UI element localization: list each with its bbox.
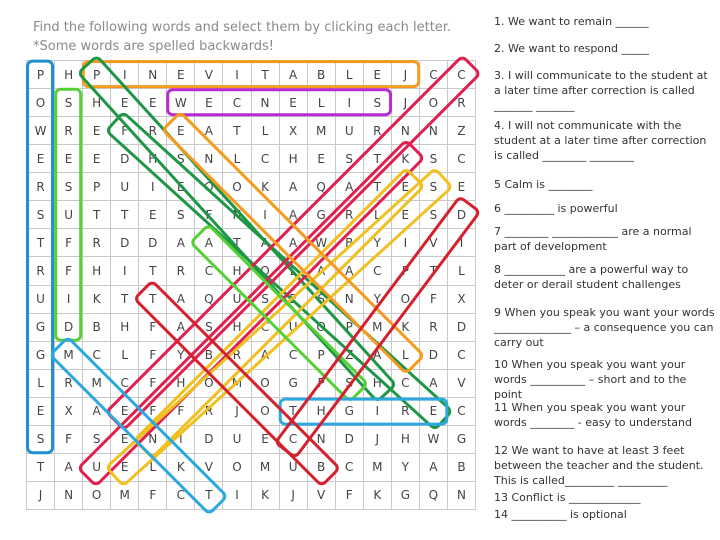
letter-cell[interactable]: F bbox=[335, 481, 363, 509]
letter-cell[interactable]: K bbox=[391, 313, 419, 341]
letter-cell[interactable]: U bbox=[279, 313, 307, 341]
letter-cell[interactable]: H bbox=[391, 425, 419, 453]
grid-row bbox=[27, 61, 476, 89]
letter-cell[interactable]: P bbox=[83, 61, 111, 89]
letter-cell[interactable]: V bbox=[447, 369, 475, 397]
letter-cell[interactable]: E bbox=[391, 201, 419, 229]
clue-8: 8 ___________ are a powerful way to deter or derail student challenges bbox=[494, 263, 689, 291]
letter-cell[interactable]: H bbox=[139, 145, 167, 173]
letter-cell[interactable]: O bbox=[223, 453, 251, 481]
letter-cell[interactable]: Z bbox=[447, 117, 475, 145]
letter-cell[interactable]: A bbox=[307, 257, 335, 285]
letter-cell[interactable]: T bbox=[223, 117, 251, 145]
grid-row bbox=[27, 369, 476, 397]
letter-cell[interactable]: J bbox=[279, 481, 307, 509]
letter-cell[interactable]: Q bbox=[419, 481, 447, 509]
letter-cell[interactable]: U bbox=[279, 453, 307, 481]
letter-cell[interactable]: E bbox=[167, 61, 195, 89]
letter-cell[interactable]: H bbox=[223, 313, 251, 341]
letter-cell[interactable]: C bbox=[447, 61, 475, 89]
letter-cell[interactable]: E bbox=[139, 201, 167, 229]
clue-6: 6 _________ is powerful bbox=[494, 202, 618, 215]
letter-cell[interactable]: A bbox=[279, 201, 307, 229]
letter-cell[interactable]: R bbox=[335, 201, 363, 229]
letter-cell[interactable]: J bbox=[27, 481, 55, 509]
letter-cell[interactable]: T bbox=[139, 285, 167, 313]
letter-cell[interactable]: O bbox=[195, 173, 223, 201]
letter-cell[interactable]: W bbox=[419, 425, 447, 453]
clue-12: 12 We want to have at least 3 feet between the teacher and the student. This is called_________ _________ bbox=[494, 444, 704, 487]
letter-cell[interactable]: I bbox=[111, 61, 139, 89]
letter-cell[interactable]: I bbox=[363, 397, 391, 425]
letter-cell[interactable]: E bbox=[279, 285, 307, 313]
letter-cell[interactable]: L bbox=[111, 341, 139, 369]
letter-cell[interactable]: Y bbox=[363, 229, 391, 257]
clue-13: 13 Conflict is _____________ bbox=[494, 491, 641, 504]
letter-cell[interactable]: U bbox=[27, 285, 55, 313]
letter-cell[interactable]: S bbox=[27, 425, 55, 453]
letter-cell[interactable]: G bbox=[27, 313, 55, 341]
letter-cell[interactable]: O bbox=[419, 89, 447, 117]
letter-cell[interactable]: E bbox=[111, 89, 139, 117]
letter-cell[interactable]: D bbox=[335, 425, 363, 453]
letter-cell[interactable]: T bbox=[419, 257, 447, 285]
letter-cell[interactable]: R bbox=[27, 257, 55, 285]
letter-cell[interactable]: P bbox=[335, 313, 363, 341]
letter-cell[interactable]: E bbox=[111, 453, 139, 481]
letter-cell[interactable]: F bbox=[55, 257, 83, 285]
letter-cell[interactable]: E bbox=[55, 145, 83, 173]
letter-cell[interactable]: K bbox=[167, 453, 195, 481]
letter-cell[interactable]: S bbox=[335, 369, 363, 397]
letter-cell[interactable]: I bbox=[335, 89, 363, 117]
letter-cell[interactable]: N bbox=[447, 481, 475, 509]
letter-cell[interactable]: X bbox=[447, 285, 475, 313]
letter-cell[interactable]: G bbox=[27, 341, 55, 369]
letter-cell[interactable]: K bbox=[363, 481, 391, 509]
letter-cell[interactable]: N bbox=[139, 61, 167, 89]
letter-cell[interactable]: B bbox=[195, 341, 223, 369]
letter-cell[interactable]: S bbox=[307, 285, 335, 313]
letter-cell[interactable]: T bbox=[27, 229, 55, 257]
letter-cell[interactable]: R bbox=[223, 341, 251, 369]
grid-row bbox=[27, 341, 476, 369]
letter-cell[interactable]: U bbox=[55, 201, 83, 229]
letter-cell[interactable]: M bbox=[83, 369, 111, 397]
letter-cell[interactable]: C bbox=[279, 425, 307, 453]
letter-cell[interactable]: X bbox=[55, 397, 83, 425]
letter-cell[interactable]: W bbox=[307, 229, 335, 257]
letter-cell[interactable]: F bbox=[55, 425, 83, 453]
letter-cell[interactable]: C bbox=[335, 453, 363, 481]
letter-cell[interactable]: A bbox=[363, 341, 391, 369]
instructions bbox=[33, 18, 473, 56]
clue-14: 14 __________ is optional bbox=[494, 508, 627, 521]
letter-cell[interactable]: E bbox=[447, 173, 475, 201]
letter-cell[interactable]: H bbox=[55, 61, 83, 89]
letter-cell[interactable]: L bbox=[335, 61, 363, 89]
letter-cell[interactable]: D bbox=[111, 229, 139, 257]
letter-cell[interactable]: A bbox=[419, 369, 447, 397]
letter-cell[interactable]: F bbox=[139, 397, 167, 425]
letter-cell[interactable]: T bbox=[279, 397, 307, 425]
letter-cell[interactable]: M bbox=[251, 453, 279, 481]
letter-cell[interactable]: H bbox=[223, 257, 251, 285]
letter-cell[interactable]: E bbox=[279, 89, 307, 117]
letter-cell[interactable]: A bbox=[335, 173, 363, 201]
letter-cell[interactable]: L bbox=[27, 369, 55, 397]
letter-cell[interactable]: E bbox=[419, 397, 447, 425]
letter-cell[interactable]: C bbox=[83, 341, 111, 369]
letter-cell[interactable]: S bbox=[335, 145, 363, 173]
letter-cell[interactable]: Y bbox=[167, 341, 195, 369]
letter-cell[interactable]: C bbox=[251, 145, 279, 173]
letter-cell[interactable]: E bbox=[139, 89, 167, 117]
letter-cell[interactable]: S bbox=[27, 201, 55, 229]
letter-cell[interactable]: M bbox=[111, 481, 139, 509]
grid-row bbox=[27, 173, 476, 201]
letter-cell[interactable]: I bbox=[251, 201, 279, 229]
letter-cell[interactable]: R bbox=[55, 117, 83, 145]
letter-cell[interactable]: T bbox=[111, 285, 139, 313]
letter-cell[interactable]: M bbox=[363, 313, 391, 341]
grid-row bbox=[27, 397, 476, 425]
letter-cell[interactable]: B bbox=[335, 229, 363, 257]
letter-cell[interactable]: C bbox=[447, 397, 475, 425]
letter-cell[interactable]: F bbox=[111, 117, 139, 145]
letter-cell[interactable]: B bbox=[447, 453, 475, 481]
letter-cell[interactable]: Q bbox=[307, 173, 335, 201]
letter-cell[interactable]: W bbox=[27, 117, 55, 145]
letter-cell[interactable]: A bbox=[167, 285, 195, 313]
letter-cell[interactable]: K bbox=[391, 145, 419, 173]
letter-cell[interactable]: R bbox=[447, 89, 475, 117]
letter-cell[interactable]: D bbox=[447, 313, 475, 341]
letter-cell[interactable]: C bbox=[363, 257, 391, 285]
letter-cell[interactable]: R bbox=[195, 397, 223, 425]
letter-cell[interactable]: N bbox=[419, 117, 447, 145]
letter-cell[interactable]: R bbox=[391, 397, 419, 425]
letter-cell[interactable]: J bbox=[363, 425, 391, 453]
clue-11: 11 When you speak you want your words ________ - easy to understand bbox=[494, 401, 692, 429]
letter-cell[interactable]: T bbox=[223, 229, 251, 257]
letter-cell[interactable]: O bbox=[391, 285, 419, 313]
letter-cell[interactable]: S bbox=[363, 89, 391, 117]
letter-cell[interactable]: H bbox=[167, 369, 195, 397]
letter-cell[interactable]: A bbox=[195, 117, 223, 145]
letter-cell[interactable]: P bbox=[307, 369, 335, 397]
letter-cell[interactable]: J bbox=[391, 61, 419, 89]
letter-cell[interactable]: W bbox=[167, 89, 195, 117]
letter-cell[interactable]: D bbox=[111, 145, 139, 173]
letter-cell[interactable]: F bbox=[139, 481, 167, 509]
letter-cell[interactable]: E bbox=[363, 61, 391, 89]
letter-cell[interactable]: S bbox=[167, 201, 195, 229]
clue-7: 7 ________ ____________ are a normal part of development bbox=[494, 225, 692, 253]
letter-cell[interactable]: A bbox=[167, 313, 195, 341]
grid-row bbox=[27, 117, 476, 145]
letter-cell[interactable]: H bbox=[279, 145, 307, 173]
letter-cell[interactable]: N bbox=[223, 201, 251, 229]
letter-cell[interactable]: H bbox=[307, 397, 335, 425]
letter-cell[interactable]: N bbox=[307, 425, 335, 453]
letter-cell[interactable]: L bbox=[279, 257, 307, 285]
letter-cell[interactable]: I bbox=[223, 61, 251, 89]
letter-cell[interactable]: D bbox=[447, 201, 475, 229]
grid-row bbox=[27, 425, 476, 453]
letter-cell[interactable]: H bbox=[83, 257, 111, 285]
letter-cell[interactable]: I bbox=[391, 229, 419, 257]
letter-cell[interactable]: N bbox=[195, 145, 223, 173]
letter-cell[interactable]: L bbox=[363, 201, 391, 229]
letter-cell[interactable]: E bbox=[167, 173, 195, 201]
letter-cell[interactable]: S bbox=[83, 425, 111, 453]
letter-cell[interactable]: S bbox=[251, 285, 279, 313]
letter-cell[interactable]: E bbox=[27, 145, 55, 173]
letter-cell[interactable]: C bbox=[111, 369, 139, 397]
letter-cell[interactable]: U bbox=[223, 425, 251, 453]
letter-cell[interactable]: O bbox=[195, 369, 223, 397]
letter-cell[interactable]: S bbox=[419, 145, 447, 173]
letter-cell[interactable]: E bbox=[111, 425, 139, 453]
letter-cell[interactable]: I bbox=[167, 425, 195, 453]
letter-cell[interactable]: D bbox=[139, 229, 167, 257]
letter-cell[interactable]: C bbox=[167, 481, 195, 509]
letter-cell[interactable]: I bbox=[55, 285, 83, 313]
letter-cell[interactable]: T bbox=[363, 173, 391, 201]
letter-cell[interactable]: M bbox=[223, 369, 251, 397]
clue-3: 3. I will communicate to the student at a later time after correction is called _______ _______ bbox=[494, 69, 708, 112]
letter-cell[interactable]: E bbox=[111, 397, 139, 425]
letter-cell[interactable]: A bbox=[279, 229, 307, 257]
letter-cell[interactable]: G bbox=[391, 481, 419, 509]
letter-cell[interactable]: I bbox=[111, 257, 139, 285]
letter-cell[interactable]: R bbox=[167, 257, 195, 285]
letter-cell[interactable]: S bbox=[419, 201, 447, 229]
letter-cell[interactable]: Z bbox=[335, 341, 363, 369]
grid-row bbox=[27, 201, 476, 229]
grid-row bbox=[27, 89, 476, 117]
letter-cell[interactable]: T bbox=[251, 61, 279, 89]
letter-cell[interactable]: R bbox=[55, 369, 83, 397]
letter-cell[interactable]: O bbox=[83, 481, 111, 509]
letter-cell[interactable]: D bbox=[55, 313, 83, 341]
letter-cell[interactable]: N bbox=[55, 481, 83, 509]
letter-cell[interactable]: S bbox=[167, 145, 195, 173]
letter-cell[interactable]: A bbox=[195, 229, 223, 257]
letter-cell[interactable]: A bbox=[83, 397, 111, 425]
letter-cell[interactable]: C bbox=[419, 61, 447, 89]
grid-row bbox=[27, 145, 476, 173]
letter-cell[interactable]: F bbox=[139, 369, 167, 397]
letter-cell[interactable]: M bbox=[55, 341, 83, 369]
letter-cell[interactable]: L bbox=[139, 453, 167, 481]
clue-10: 10 When you speak you want your words __________ – short and to the point bbox=[494, 358, 687, 401]
letter-cell[interactable]: N bbox=[251, 89, 279, 117]
letter-cell[interactable]: F bbox=[419, 285, 447, 313]
letter-cell[interactable]: P bbox=[83, 173, 111, 201]
letter-cell[interactable]: H bbox=[83, 89, 111, 117]
letter-cell[interactable]: C bbox=[447, 341, 475, 369]
letter-cell[interactable]: S bbox=[55, 89, 83, 117]
letter-cell[interactable]: L bbox=[391, 341, 419, 369]
letter-cell[interactable]: X bbox=[279, 117, 307, 145]
letter-cell[interactable]: U bbox=[223, 285, 251, 313]
letter-cell[interactable]: T bbox=[363, 145, 391, 173]
letter-cell[interactable]: A bbox=[55, 453, 83, 481]
letter-cell[interactable]: E bbox=[27, 397, 55, 425]
letter-cell[interactable]: U bbox=[335, 117, 363, 145]
letter-cell[interactable]: A bbox=[279, 173, 307, 201]
letter-cell[interactable]: A bbox=[251, 229, 279, 257]
letter-cell[interactable]: O bbox=[251, 257, 279, 285]
letter-cell[interactable]: G bbox=[307, 201, 335, 229]
letter-cell[interactable]: O bbox=[251, 397, 279, 425]
letter-cell[interactable]: G bbox=[279, 369, 307, 397]
letter-cell[interactable]: T bbox=[83, 201, 111, 229]
instructions-line-1: Find the following words and select them by clicking each letter. bbox=[33, 20, 452, 35]
letter-cell[interactable]: Q bbox=[195, 285, 223, 313]
clue-4: 4. I will not communicate with the student at a later time after correction is called ________ ________ bbox=[494, 119, 707, 162]
letter-cell[interactable]: L bbox=[307, 89, 335, 117]
letter-cell[interactable]: E bbox=[195, 89, 223, 117]
letter-cell[interactable]: V bbox=[307, 481, 335, 509]
grid-row bbox=[27, 313, 476, 341]
letter-cell[interactable]: G bbox=[335, 397, 363, 425]
letter-cell[interactable]: P bbox=[391, 257, 419, 285]
letter-cell[interactable]: T bbox=[111, 201, 139, 229]
letter-cell[interactable]: F bbox=[55, 229, 83, 257]
letter-cell[interactable]: V bbox=[195, 453, 223, 481]
letter-cell[interactable]: E bbox=[167, 117, 195, 145]
letter-cell[interactable]: V bbox=[419, 229, 447, 257]
letter-cell[interactable]: A bbox=[251, 341, 279, 369]
letter-cell[interactable]: V bbox=[195, 61, 223, 89]
letter-cell[interactable]: O bbox=[223, 173, 251, 201]
letter-cell[interactable]: R bbox=[363, 117, 391, 145]
letter-cell[interactable]: Y bbox=[391, 453, 419, 481]
letter-cell[interactable]: A bbox=[279, 61, 307, 89]
letter-cell[interactable]: F bbox=[195, 201, 223, 229]
letter-cell[interactable]: B bbox=[307, 453, 335, 481]
letter-cell[interactable]: E bbox=[251, 425, 279, 453]
letter-cell[interactable]: A bbox=[335, 257, 363, 285]
letter-cell[interactable]: Y bbox=[363, 285, 391, 313]
letter-cell[interactable]: R bbox=[419, 313, 447, 341]
letter-cell[interactable]: P bbox=[27, 61, 55, 89]
letter-cell[interactable]: S bbox=[195, 313, 223, 341]
letter-cell[interactable]: A bbox=[167, 229, 195, 257]
letter-cell[interactable]: D bbox=[419, 341, 447, 369]
letter-cell[interactable]: T bbox=[195, 481, 223, 509]
letter-cell[interactable]: G bbox=[447, 425, 475, 453]
letter-cell[interactable]: J bbox=[391, 89, 419, 117]
letter-cell[interactable]: E bbox=[391, 173, 419, 201]
letter-cell[interactable]: R bbox=[27, 173, 55, 201]
letter-cell[interactable]: N bbox=[335, 285, 363, 313]
word-search-grid bbox=[26, 60, 476, 510]
letter-cell[interactable]: M bbox=[363, 453, 391, 481]
grid-row bbox=[27, 453, 476, 481]
clue-2: 2. We want to respond _____ bbox=[494, 42, 649, 55]
letter-cell[interactable]: O bbox=[307, 313, 335, 341]
letter-cell[interactable]: K bbox=[83, 285, 111, 313]
clue-9: 9 When you speak you want your words ______________ – a consequence you can carry out bbox=[494, 306, 715, 349]
letter-cell[interactable]: N bbox=[391, 117, 419, 145]
letter-cell[interactable]: B bbox=[307, 61, 335, 89]
letter-cell[interactable]: K bbox=[251, 481, 279, 509]
letter-cell[interactable]: L bbox=[223, 145, 251, 173]
letter-cell[interactable]: I bbox=[447, 229, 475, 257]
letter-cell[interactable]: N bbox=[139, 425, 167, 453]
clue-5: 5 Calm is ________ bbox=[494, 178, 593, 191]
letter-cell[interactable]: T bbox=[27, 453, 55, 481]
letter-cell[interactable]: A bbox=[419, 453, 447, 481]
letter-cell[interactable]: B bbox=[83, 313, 111, 341]
letter-cell[interactable]: E bbox=[83, 145, 111, 173]
grid-row bbox=[27, 481, 476, 509]
letter-cell[interactable]: S bbox=[419, 173, 447, 201]
letter-cell[interactable]: S bbox=[55, 173, 83, 201]
letter-cell[interactable]: C bbox=[223, 89, 251, 117]
letter-cell[interactable]: T bbox=[139, 257, 167, 285]
letter-cell[interactable]: P bbox=[307, 341, 335, 369]
grid-row bbox=[27, 285, 476, 313]
letter-cell[interactable]: C bbox=[279, 341, 307, 369]
letter-cell[interactable]: U bbox=[83, 453, 111, 481]
letter-cell[interactable]: H bbox=[363, 369, 391, 397]
letter-cell[interactable]: C bbox=[251, 313, 279, 341]
letter-cell[interactable]: L bbox=[251, 117, 279, 145]
letter-cell[interactable]: C bbox=[195, 257, 223, 285]
letter-cell[interactable]: E bbox=[83, 117, 111, 145]
letter-cell[interactable]: H bbox=[111, 313, 139, 341]
letter-cell[interactable]: E bbox=[307, 145, 335, 173]
letter-cell[interactable]: O bbox=[27, 89, 55, 117]
letter-cell[interactable]: J bbox=[223, 397, 251, 425]
letter-cell[interactable]: O bbox=[251, 369, 279, 397]
letter-cell[interactable]: U bbox=[111, 173, 139, 201]
letter-cell[interactable]: M bbox=[307, 117, 335, 145]
letter-cell[interactable]: R bbox=[139, 117, 167, 145]
letter-cell[interactable]: R bbox=[83, 229, 111, 257]
letter-cell[interactable]: I bbox=[139, 173, 167, 201]
letter-cell[interactable]: L bbox=[447, 257, 475, 285]
letter-cell[interactable]: F bbox=[167, 397, 195, 425]
clue-1: 1. We want to remain ______ bbox=[494, 15, 649, 28]
letter-cell[interactable]: C bbox=[447, 145, 475, 173]
instructions-line-2: *Some words are spelled backwards! bbox=[33, 39, 274, 54]
letter-cell[interactable]: C bbox=[391, 369, 419, 397]
letter-cell[interactable]: F bbox=[139, 341, 167, 369]
letter-cell[interactable]: I bbox=[223, 481, 251, 509]
letter-cell[interactable]: F bbox=[139, 313, 167, 341]
grid-row bbox=[27, 257, 476, 285]
grid-row bbox=[27, 229, 476, 257]
letter-cell[interactable]: D bbox=[195, 425, 223, 453]
letter-cell[interactable]: K bbox=[251, 173, 279, 201]
